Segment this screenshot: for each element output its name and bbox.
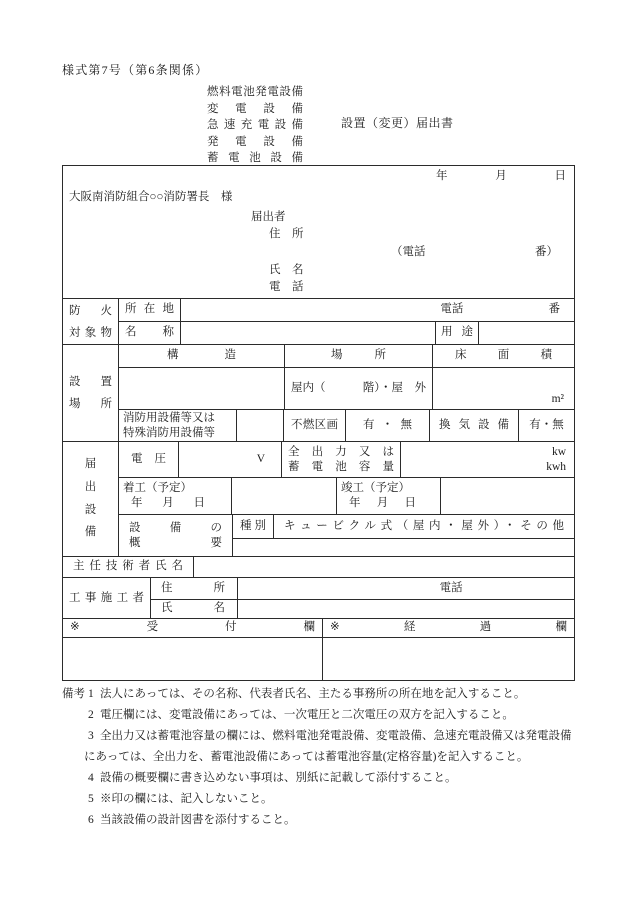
type-label-cell — [233, 515, 274, 538]
contractor-phone-label: 電話 — [439, 581, 463, 594]
note-number: 6 — [88, 814, 94, 826]
contractor-label-cell — [63, 578, 151, 618]
use-input-area — [479, 322, 574, 344]
structure-header-cell — [119, 345, 285, 367]
notified-equipment-label-char: 出 — [84, 480, 97, 493]
ventilation-value: 有・無 — [529, 418, 564, 431]
fire-equipment-label-cell — [119, 410, 237, 441]
equipment-summary-label-line1: 設備の — [129, 521, 222, 534]
contractor-name-label-cell — [151, 600, 238, 618]
location-label-cell — [119, 299, 181, 321]
notified-equipment-label-char: 届 — [84, 458, 97, 471]
type-value-cell — [274, 515, 574, 538]
progress-stamp-area — [323, 638, 574, 680]
indoor-outdoor-cell — [285, 368, 433, 409]
fire-equipment-input-area — [237, 410, 284, 441]
progress-header-char: 経 — [403, 621, 416, 634]
output-input-area — [401, 442, 574, 477]
note-text: 電圧欄には、変電設備にあっては、一次電圧と二次電圧の双方を記入すること。 — [100, 709, 514, 721]
note-item — [62, 726, 576, 768]
contractor-name-label: 氏名 — [161, 602, 225, 615]
equipment-type-list — [207, 84, 303, 167]
chief-engineer-label-cell — [63, 557, 194, 577]
fire-object-label — [63, 299, 119, 344]
output-label-line2: 蓄電池容量 — [288, 460, 394, 473]
chief-engineer-label: 主任技術者氏名 — [73, 560, 183, 573]
voltage-unit: V — [256, 452, 265, 465]
equipment-type-line: 変電設備 — [207, 102, 303, 115]
location-input-area — [181, 299, 574, 321]
floor-area-header-cell — [433, 345, 574, 367]
unit-kw: kw — [551, 445, 566, 458]
notified-equipment-label-char: 備 — [84, 526, 97, 539]
phone-paren-open: （電話 — [391, 246, 426, 258]
fire-object-section — [63, 299, 574, 345]
note-number: 4 — [88, 772, 94, 784]
progress-header-char: 欄 — [555, 621, 567, 634]
use-label: 用途 — [441, 326, 473, 339]
location-phone-suffix: 番 — [548, 303, 560, 316]
start-date-ymd: 年 月 日 — [131, 497, 205, 509]
use-label-cell — [436, 322, 479, 344]
equipment-summary-label-cell — [119, 515, 233, 556]
unit-kwh: kwh — [546, 460, 566, 473]
noncombustible-value: 有・無 — [363, 418, 412, 431]
output-label-line1: 全出力又は — [288, 445, 394, 458]
progress-header-char: 過 — [479, 621, 492, 634]
note-item — [62, 810, 576, 831]
noncombustible-value-cell — [346, 410, 430, 441]
place-header-cell — [285, 345, 433, 367]
addressee: 大阪南消防組合○○消防署長 様 — [69, 191, 233, 203]
fire-object-label-line1: 防 火 — [69, 304, 112, 317]
end-date-ymd: 年 月 日 — [349, 497, 416, 509]
note-number: 5 — [88, 793, 94, 805]
reception-column-header — [63, 619, 323, 637]
floor-area-unit: m² — [551, 392, 564, 405]
name-label-cell — [119, 322, 181, 344]
notes-block — [62, 684, 576, 831]
notifier-phone-line — [391, 247, 558, 259]
document-title: 設置（変更）届出書 — [341, 116, 454, 130]
ventilation-label-cell — [430, 410, 519, 441]
notified-equipment-label-char: 設 — [84, 503, 97, 516]
stamp-body-row — [63, 638, 574, 680]
fire-object-label-line2: 対象物 — [69, 326, 112, 339]
note-text: ※印の欄には、記入しないこと。 — [100, 793, 273, 805]
form-number: 様式第7号（第6条関係） — [62, 63, 209, 77]
notified-equipment-label — [63, 442, 119, 556]
fire-equipment-label-line1: 消防用設備等又は — [123, 411, 215, 424]
note-text: 全出力又は蓄電池容量の欄には、燃料電池発電設備、変電設備、急速充電設備又は発電設備にあっては、全出力を、蓄電池設備にあっては蓄電池容量(定格容量)を記入すること。 — [84, 730, 572, 763]
voltage-label: 電圧 — [131, 452, 166, 465]
structure-header: 構造 — [167, 349, 236, 362]
type-label: 種別 — [240, 519, 266, 532]
progress-column-header — [323, 619, 574, 637]
floor-area-input-area — [433, 368, 574, 409]
reception-stamp-area — [63, 638, 323, 680]
indoor-suffix: 階）・屋 外 — [362, 381, 426, 394]
note-text: 法人にあっては、その名称、代表者氏名、主たる事務所の所在地を記入すること。 — [100, 688, 526, 700]
letterhead — [63, 166, 574, 299]
date-month-label: 月 — [495, 170, 507, 182]
voltage-input-area — [179, 442, 282, 477]
ventilation-label: 換気設備 — [439, 418, 509, 431]
date-year-label: 年 — [436, 170, 448, 182]
notifier-tel-label: 電 話 — [269, 281, 304, 293]
notifier-label: 届出者 — [251, 211, 286, 223]
reference-mark: ※ — [70, 621, 80, 634]
start-date-input-area — [232, 478, 337, 514]
equipment-type-line: 発電設備 — [207, 135, 303, 148]
form-table — [62, 165, 575, 681]
note-item — [62, 768, 576, 789]
contractor-address-input-area — [238, 578, 574, 599]
output-label-cell — [282, 442, 401, 477]
notifier-address-label: 住 所 — [269, 228, 304, 240]
contractor-section — [63, 578, 574, 619]
stamp-header-row — [63, 619, 574, 638]
contractor-address-label: 住所 — [161, 581, 225, 594]
date-line — [436, 171, 566, 183]
phone-paren-close: 番） — [535, 246, 558, 258]
note-number: 3 — [88, 730, 94, 742]
end-date-label-cell — [337, 478, 441, 514]
install-place-label-line2: 場 所 — [69, 398, 112, 410]
note-item — [62, 684, 576, 705]
notes-label: 備考 — [62, 688, 85, 700]
noncombustible-label-cell — [284, 410, 346, 441]
contractor-label: 工事施工者 — [69, 592, 144, 604]
note-item — [62, 789, 576, 810]
reception-header-char: 欄 — [303, 621, 315, 634]
reference-mark: ※ — [330, 621, 340, 634]
contractor-name-input-area — [238, 600, 574, 618]
reception-header-char: 受 — [146, 621, 159, 634]
floor-area-header: 床面積 — [455, 349, 552, 362]
place-header: 場所 — [331, 349, 386, 362]
equipment-type-line: 急速充電設備 — [207, 119, 303, 131]
end-label: 竣工（予定） — [341, 482, 410, 494]
name-label: 名称 — [125, 326, 174, 339]
noncombustible-label: 不燃区画 — [291, 418, 338, 431]
notifier-name-label: 氏 名 — [269, 264, 304, 276]
name-input-area — [181, 322, 436, 344]
note-number: 2 — [88, 709, 94, 721]
date-day-label: 日 — [554, 170, 566, 182]
note-item — [62, 705, 576, 726]
start-date-label-cell — [119, 478, 232, 514]
start-label: 着工（予定） — [123, 482, 192, 494]
structure-input-area — [119, 368, 285, 409]
note-text: 設備の概要欄に書き込めない事項は、別紙に記載して添付すること。 — [100, 772, 457, 784]
contractor-address-label-cell — [151, 578, 238, 599]
note-number: 1 — [88, 688, 94, 700]
install-place-label-line1: 設 置 — [69, 376, 112, 388]
chief-engineer-row — [63, 557, 574, 578]
location-phone-label: 電話 — [440, 303, 464, 316]
voltage-label-cell — [119, 442, 179, 477]
indoor-prefix: 屋内（ — [291, 381, 326, 394]
chief-engineer-input-area — [194, 557, 574, 577]
reception-header-char: 付 — [225, 621, 237, 634]
location-label: 所在地 — [125, 303, 174, 316]
fire-equipment-label-line2: 特殊消防用設備等 — [123, 426, 215, 439]
install-place-section — [63, 345, 574, 442]
equipment-type-line: 蓄電池設備 — [207, 152, 303, 164]
end-date-input-area — [441, 478, 574, 514]
equipment-summary-input-area — [233, 539, 574, 556]
type-value: キュービクル式（屋内・屋外）・その他 — [284, 519, 564, 532]
ventilation-value-cell — [519, 410, 574, 441]
notified-equipment-section — [63, 442, 574, 557]
install-place-label — [63, 345, 119, 441]
equipment-summary-label-line2: 概要 — [129, 536, 222, 549]
note-text: 当該設備の設計図書を添付すること。 — [100, 814, 296, 826]
equipment-type-line: 燃料電池発電設備 — [207, 86, 303, 98]
